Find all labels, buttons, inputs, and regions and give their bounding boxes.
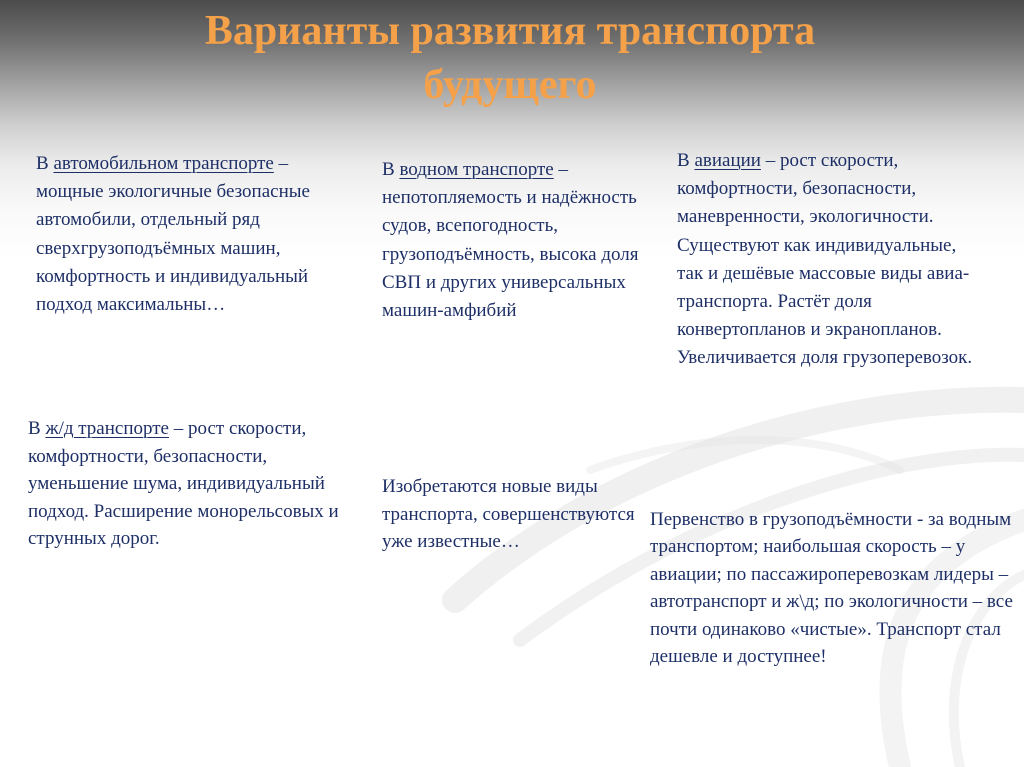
automobile-prefix: В <box>36 153 54 174</box>
water-description: – непотопляемость и надёжность судов, всепогодность, грузоподъёмность, высока доля СВП и других универсальных машин-амфибий <box>382 159 639 322</box>
water-prefix: В <box>382 159 400 180</box>
slide-title <box>60 4 960 112</box>
water-transport-text <box>382 156 657 325</box>
aviation-text <box>677 147 987 373</box>
automobile-description: – мощные экологичные безопасные автомобили, отдельный ряд сверхгрузоподъёмных машин, комфортность и индивидуальный подход максимальны… <box>36 153 310 316</box>
rail-transport-text <box>28 415 348 553</box>
water-transport-term: водном транспорте <box>399 159 554 180</box>
aviation-term: авиации <box>694 150 761 171</box>
slide-title-line-1: Варианты развития транспорта <box>204 8 816 54</box>
automobile-transport-term: автомобильном транспорте <box>53 153 274 174</box>
rail-prefix: В <box>28 418 46 439</box>
rail-description: – рост скорости, комфортности, безопасности, уменьшение шума, индивидуальный подход. Расширение монорельсовых и струнных дорог. <box>28 418 339 550</box>
aviation-description: – рост скорости, комфортности, безопасности, маневренности, экологичности. Существуют как индивидуальные, так и дешёвые массовые виды авиа-транспорта. Растёт доля конвертопланов и экранопланов. Увеличивается доля грузоперевозок. <box>677 150 973 369</box>
new-transport-types-text: Изобретаются новые виды транспорта, совершенствуются уже известные… <box>382 476 635 553</box>
slide-title-line-2: будущего <box>423 62 597 108</box>
rail-transport-term: ж/д транспорте <box>45 418 169 439</box>
automobile-transport-text <box>36 150 356 319</box>
transport-leadership-summary-text: Первенство в грузоподъёмности - за водным транспортом; наибольшая скорость – у авиации; по пассажироперевозкам лидеры – автотранспорт и ж\д; по экологичности – все почти одинаково «чистые». Транспорт стал дешевле и доступнее! <box>650 509 1013 668</box>
aviation-prefix: В <box>677 150 695 171</box>
